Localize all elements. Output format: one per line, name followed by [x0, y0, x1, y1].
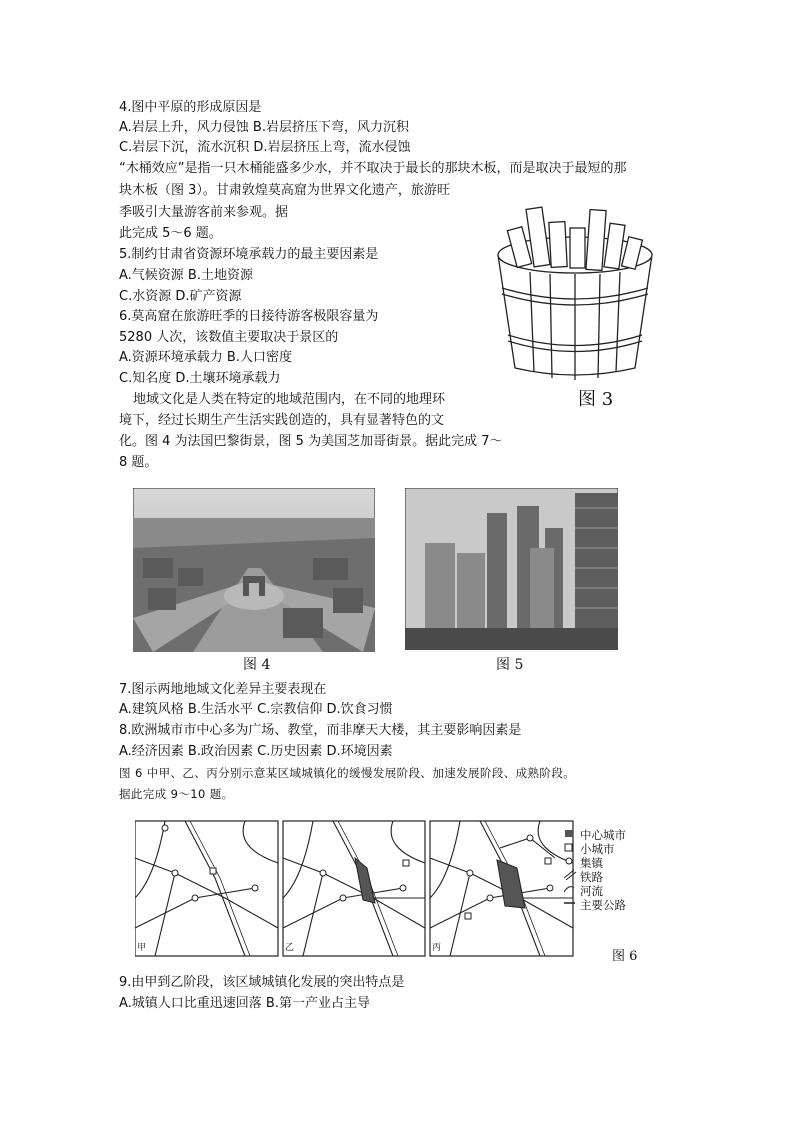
town-legend-icon	[566, 858, 572, 864]
q6-stem-line1: 6.莫高窟在旅游旺季的日接待游客极限容量为	[119, 309, 379, 324]
railway-legend-icon	[564, 870, 576, 880]
center-city-legend-icon	[565, 830, 573, 837]
panel-label-jia: 甲	[137, 943, 147, 953]
fig6-caption: 图 6	[612, 949, 638, 964]
q9-stem: 9.由甲到乙阶段，该区域城镇化发展的突出特点是	[119, 975, 405, 990]
q5-stem: 5.制约甘肃省资源环境承载力的最主要因素是	[119, 247, 379, 262]
panel-label-bing: 丙	[432, 943, 442, 953]
q7-options: A.建筑风格 B.生活水平 C.宗教信仰 D.饮食习惯	[119, 702, 393, 717]
legend-river: 河流	[580, 884, 603, 898]
legend-symbols	[562, 826, 578, 910]
passage2-line3: 化。图 4 为法国巴黎街景，图 5 为美国芝加哥街景。据此完成 7～	[119, 434, 503, 449]
paris-street-photo	[133, 488, 375, 652]
passage1-line2: 块木板（图 3）。甘肃敦煌莫高窟为世界文化遗产，旅游旺	[119, 183, 450, 198]
legend-town: 集镇	[580, 856, 603, 870]
passage1-line1: “木桶效应”是指一只木桶能盛多少水，并不取决于最长的那块木板，而是取决于最短的那	[119, 161, 627, 176]
urbanization-stages-figure	[135, 818, 575, 958]
small-city-legend-icon	[565, 844, 572, 851]
passage1-line3: 季吸引大量游客前来参观。据	[119, 205, 289, 220]
passage3-line1: 图 6 中甲、乙、丙分别示意某区域城镇化的缓慢发展阶段、加速发展阶段、成熟阶段。	[119, 766, 576, 780]
q8-stem: 8.欧洲城市市中心多为广场、教堂，而非摩天大楼，其主要影响因素是	[119, 723, 522, 738]
wooden-barrel-figure	[490, 200, 660, 385]
fig4-caption: 图 4	[243, 657, 271, 673]
legend-main-road: 主要公路	[580, 898, 626, 912]
q4-options-cd: C.岩层下沉，流水沉积 D.岩层挤压上弯，流水侵蚀	[119, 140, 411, 155]
q6-options-cd: C.知名度 D.土壤环境承载力	[119, 371, 281, 386]
q4-options-ab: A.岩层上升，风力侵蚀 B.岩层挤压下弯，风力沉积	[119, 120, 409, 135]
passage1-line4: 此完成 5～6 题。	[119, 226, 222, 241]
q5-options-ab: A.气候资源 B.土地资源	[119, 268, 253, 283]
q5-options-cd: C.水资源 D.矿产资源	[119, 289, 242, 304]
legend-center-city: 中心城市	[580, 828, 626, 842]
passage2-line1: 地域文化是人类在特定的地域范围内，在不同的地理环	[133, 392, 446, 407]
fig3-caption: 图 3	[578, 389, 614, 410]
legend-railway: 铁路	[580, 870, 603, 884]
fig5-caption: 图 5	[496, 657, 524, 673]
q8-options: A.经济因素 B.政治因素 C.历史因素 D.环境因素	[119, 744, 393, 759]
passage2-line4: 8 题。	[119, 455, 158, 470]
passage2-line2: 境下，经过长期生产生活实践创造的，具有显著特色的文	[119, 413, 445, 428]
q6-stem-line2: 5280 人次，该数值主要取决于景区的	[119, 330, 339, 345]
river-legend-icon	[564, 887, 574, 892]
q4-stem: 4.图中平原的形成原因是	[119, 100, 262, 115]
q6-options-ab: A.资源环境承载力 B.人口密度	[119, 350, 292, 365]
chicago-street-photo	[405, 488, 618, 650]
legend-small-city: 小城市	[580, 842, 615, 856]
q7-stem: 7.图示两地地域文化差异主要表现在	[119, 682, 327, 697]
passage3-line2: 据此完成 9～10 题。	[119, 787, 234, 801]
q9-options-ab: A.城镇人口比重迅速回落 B.第一产业占主导	[119, 996, 370, 1011]
panel-label-yi: 乙	[285, 943, 295, 953]
